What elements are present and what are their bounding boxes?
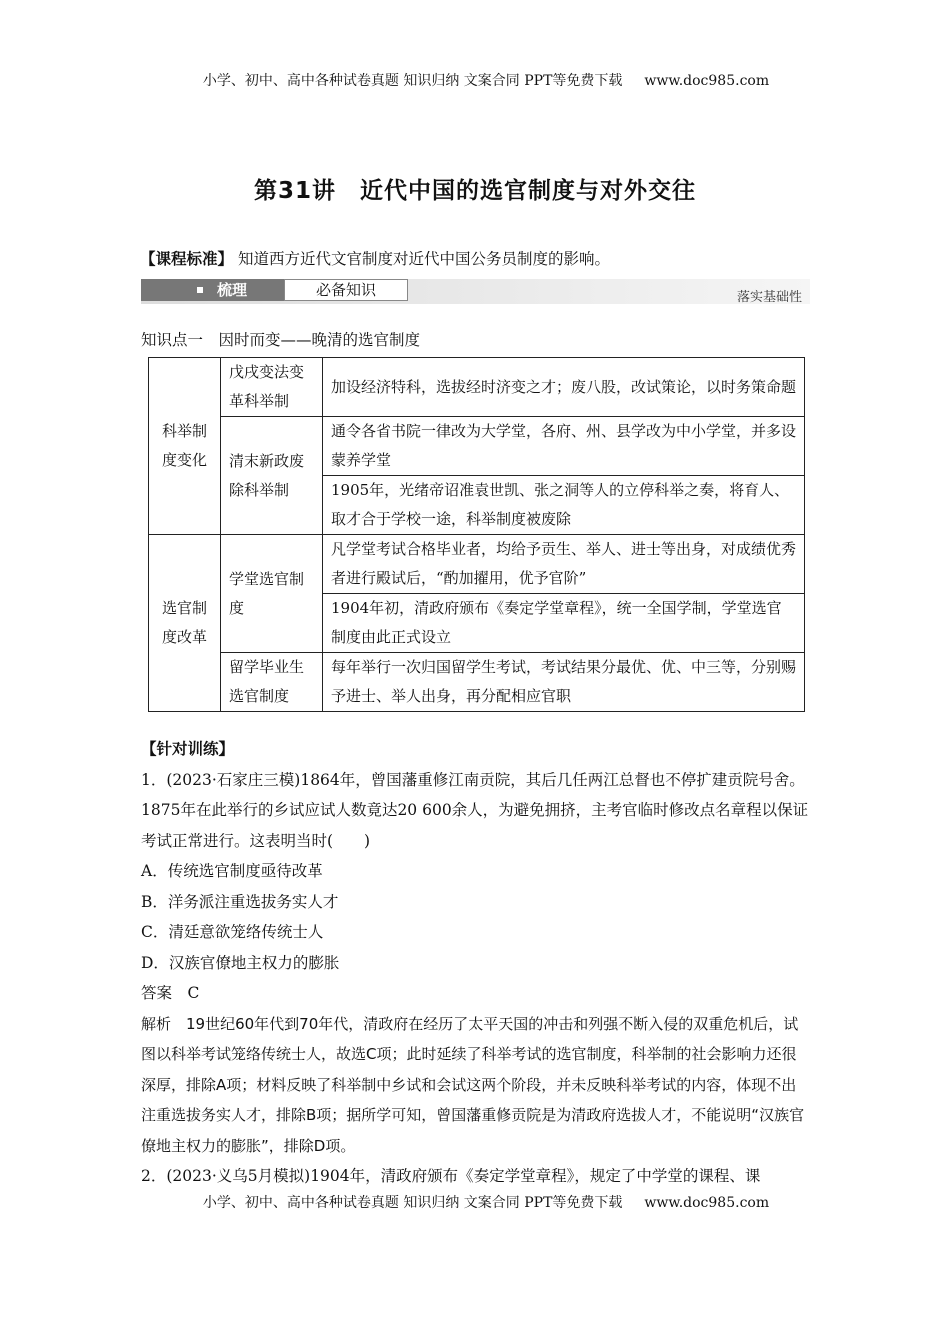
table-cell: 科举制度变化 bbox=[149, 358, 221, 535]
knowledge-table bbox=[148, 357, 805, 712]
header-text: 小学、初中、高中各种试卷真题 知识归纳 文案合同 PPT等免费下载 bbox=[202, 73, 623, 89]
table-cell: 1905年，光绪帝诏准袁世凯、张之洞等人的立停科举之奏，将育人、取才合于学校一途，科举制度被废除 bbox=[323, 476, 805, 535]
table-cell: 凡学堂考试合格毕业者，均给予贡生、举人、进士等出身，对成绩优秀者进行殿试后，“酌加擢用，优予官阶” bbox=[323, 535, 805, 594]
table-cell: 清末新政废除科举制 bbox=[221, 417, 323, 535]
table-cell: 戊戌变法变革科举制 bbox=[221, 358, 323, 417]
practice-section bbox=[141, 734, 811, 1192]
standard-text: 知道西方近代文官制度对近代中国公务员制度的影响。 bbox=[237, 250, 610, 268]
option-d: D．汉族官僚地主权力的膨胀 bbox=[141, 953, 340, 972]
table-cell: 留学毕业生选官制度 bbox=[221, 653, 323, 712]
band-tab-knowledge: 必备知识 bbox=[284, 279, 408, 301]
option-c: C．清廷意欲笼络传统士人 bbox=[141, 923, 324, 941]
footer-site: www.doc985.com bbox=[644, 1195, 770, 1211]
table-cell: 选官制度改革 bbox=[149, 535, 221, 712]
question-1: 1．(2023·石家庄三模)1864年，曾国藩重修江南贡院，其后几任两江总督也不停扩建贡院号舍。1875年在此举行的乡试应试人数竟达20 600余人，为避免拥挤，主考官临时修改点名章程以保证考试正常进行。这表明当时( ) bbox=[141, 770, 809, 850]
band-tab-sort bbox=[141, 279, 284, 301]
square-icon bbox=[197, 287, 203, 293]
standard-label: 【课程标准】 bbox=[140, 250, 234, 268]
table-cell: 每年举行一次归国留学生考试，考试结果分最优、优、中三等，分别赐予进士、举人出身，再分配相应官职 bbox=[323, 653, 805, 712]
header-site: www.doc985.com bbox=[644, 73, 770, 89]
footer-text: 小学、初中、高中各种试卷真题 知识归纳 文案合同 PPT等免费下载 bbox=[202, 1195, 623, 1211]
knowledge-point-heading: 知识点一 因时而变——晚清的选官制度 bbox=[141, 331, 421, 349]
page-header bbox=[0, 70, 950, 90]
band-tab1-label: 梳理 bbox=[217, 281, 248, 299]
question-2: 2．(2023·义乌5月模拟)1904年，清政府颁布《奏定学堂章程》，规定了中学堂的课程、课 bbox=[141, 1167, 761, 1185]
page-footer bbox=[0, 1192, 950, 1212]
table-cell: 通令各省书院一律改为大学堂，各府、州、县学改为中小学堂，并多设蒙养学堂 bbox=[323, 417, 805, 476]
course-standard bbox=[140, 247, 610, 269]
analysis: 解析 19世纪60年代到70年代，清政府在经历了太平天国的冲击和列强不断入侵的双重危机后，试图以科举考试笼络传统士人，故选C项；此时延续了科举考试的选官制度，科举制的社会影响力还很深厚，排除A项；材料反映了科举制中乡试和会试这两个阶段，并未反映科举考试的内容，体现不出注重选拔务实人才，排除B项；据所学可知，曾国藩重修贡院是为清政府选拔人才，不能说明“汉族官僚地主权力的膨胀”，排除D项。 bbox=[141, 1014, 805, 1155]
page-title: 第31讲 近代中国的选官制度与对外交往 bbox=[253, 178, 696, 204]
practice-label: 【针对训练】 bbox=[141, 740, 235, 758]
table-cell: 学堂选官制度 bbox=[221, 535, 323, 653]
option-a: A．传统选官制度亟待改革 bbox=[141, 862, 323, 880]
section-band bbox=[141, 279, 810, 304]
option-b: B．洋务派注重选拔务实人才 bbox=[141, 892, 339, 911]
table-cell: 加设经济特科，选拔经时济变之才；废八股，改试策论，以时务策命题 bbox=[323, 358, 805, 417]
answer: 答案 C bbox=[141, 984, 200, 1002]
table-cell: 1904年初，清政府颁布《奏定学堂章程》，统一全国学制，学堂选官制度由此正式设立 bbox=[323, 594, 805, 653]
band-right-label: 落实基础性 bbox=[736, 290, 802, 305]
